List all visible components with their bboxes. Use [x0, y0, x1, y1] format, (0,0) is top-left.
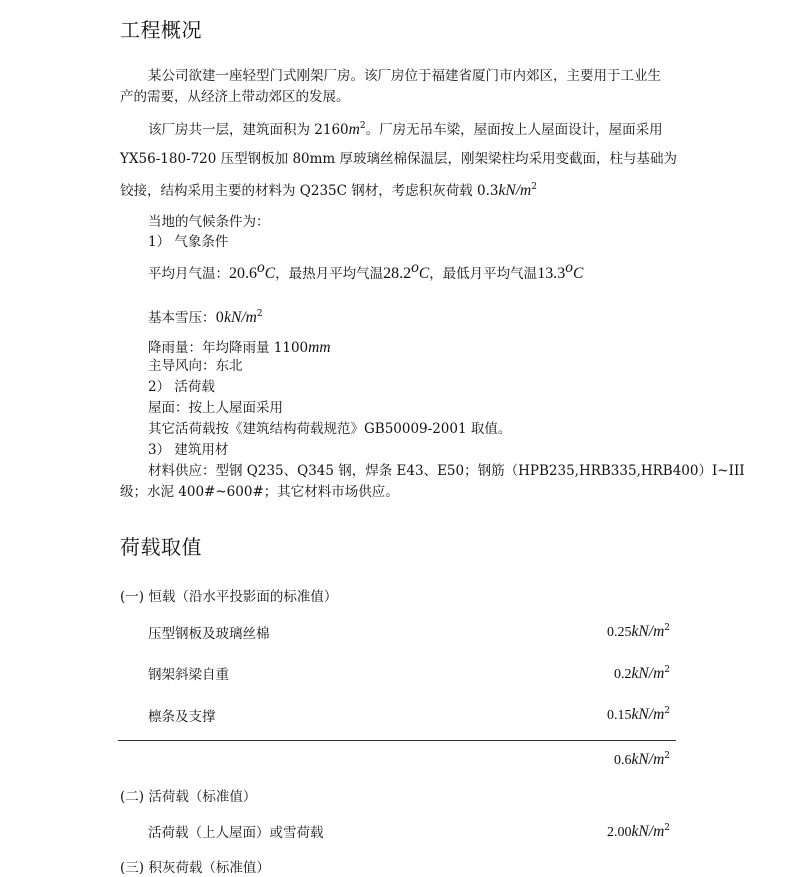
sum-divider	[118, 740, 676, 741]
temp-avg-value: 20.6	[229, 265, 257, 282]
unit-exp: 2	[664, 706, 670, 716]
unit-exp: 2	[664, 665, 670, 675]
unit-slash: /	[648, 706, 654, 723]
live-load-label: 活荷载（上人屋面）或雪荷载	[148, 825, 324, 841]
unit-kn: kN	[631, 706, 649, 723]
temperature-line	[148, 259, 584, 284]
unit-exp: 2	[664, 751, 670, 761]
area-unit-exp: 2	[359, 121, 366, 131]
celsius-unit: C	[572, 265, 584, 282]
unit-exp: 2	[531, 182, 537, 192]
section-title-overview: 工程概况	[120, 18, 202, 42]
live-load-title: (二) 活荷载（标准值）	[120, 789, 257, 805]
wind-direction: 主导风向：东北	[148, 358, 243, 374]
unit-m: m	[245, 309, 257, 326]
value-number: 2.00	[607, 825, 632, 840]
unit-kn: kN	[631, 751, 649, 768]
rain-label: 降雨量：年均降雨量 1100	[148, 340, 309, 356]
unit-kn: kN	[631, 623, 649, 640]
unit-exp: 2	[664, 823, 670, 833]
unit-slash: /	[648, 665, 654, 682]
total-number: 0.6	[614, 753, 632, 768]
unit-m: m	[653, 623, 665, 640]
para2-line3-pre: 铰接，结构采用主要的材料为 Q235C 钢材，考虑积灰荷载 0.3	[120, 183, 499, 199]
celsius-unit: C	[418, 265, 430, 282]
dead-item-label: 压型钢板及玻璃丝棉	[148, 626, 270, 642]
value-number: 0.15	[607, 708, 632, 723]
item1-title: 1） 气象条件	[148, 234, 229, 250]
dead-item-label: 钢架斜梁自重	[148, 667, 229, 683]
rainfall	[148, 338, 331, 357]
unit-slash: /	[648, 751, 654, 768]
item2-title: 2） 活荷载	[148, 379, 215, 395]
degree-sign: o	[411, 259, 419, 276]
unit-m: m	[653, 823, 665, 840]
live-load-value	[560, 822, 670, 842]
roof-live-load: 屋面：按上人屋面采用	[148, 400, 283, 416]
temp-label-low: ，最低月平均气温	[429, 266, 538, 282]
celsius-unit: C	[264, 265, 276, 282]
degree-sign: o	[565, 259, 573, 276]
unit-slash: /	[241, 309, 246, 326]
area-unit: m	[348, 121, 360, 138]
para1-line2: 产的需要，从经济上带动郊区的发展。	[120, 89, 350, 105]
dust-load-title: (三) 积灰荷载（标准值）	[120, 860, 270, 876]
dead-item-label: 檩条及支撑	[148, 709, 216, 725]
material-line2: 级；水泥 400#~600#；其它材料市场供应。	[120, 484, 399, 500]
item3-title: 3） 建筑用材	[148, 442, 229, 458]
temp-low-value: 13.3	[537, 265, 566, 282]
temp-label-avg: 平均月气温：	[148, 266, 229, 282]
unit-m: m	[653, 665, 665, 682]
value-number: 0.25	[607, 625, 632, 640]
dead-item-value	[560, 622, 670, 642]
para1-line1: 某公司欲建一座轻型门式刚架厂房。该厂房位于福建省厦门市内郊区，主要用于工业生	[148, 68, 661, 84]
rain-unit: mm	[308, 339, 331, 356]
unit-kn: kN	[631, 823, 649, 840]
dead-item-value	[560, 664, 670, 684]
para2-line1-post: 。厂房无吊车梁，屋面按上人屋面设计，屋面采用	[365, 122, 663, 138]
unit-slash: /	[648, 623, 654, 640]
para2-line1-pre: 该厂房共一层，建筑面积为 2160	[148, 122, 349, 138]
para2-line3	[120, 181, 537, 200]
unit-kn: kN	[224, 309, 242, 326]
para2-line1	[148, 120, 663, 139]
para2-line2: YX56-180-720 压型钢板加 80mm 厚玻璃丝棉保温层，刚架梁柱均采用变截面，柱与基础为	[120, 151, 678, 167]
dead-item-value	[560, 705, 670, 725]
section-title-loads: 荷载取值	[120, 535, 202, 559]
unit-kn: kN	[498, 182, 516, 199]
material-line1: 材料供应：型钢 Q235、Q345 钢，焊条 E43、E50；钢筋（HPB235,HRB335,HRB400）I~III	[148, 463, 745, 479]
unit-m: m	[653, 706, 665, 723]
unit-slash: /	[648, 823, 654, 840]
dead-load-total	[560, 750, 670, 770]
unit-slash: /	[515, 182, 521, 199]
unit-m: m	[520, 182, 532, 199]
temp-hot-value: 28.2	[383, 265, 412, 282]
snow-pressure	[148, 308, 263, 327]
temp-label-hot: ，最热月平均气温	[275, 266, 384, 282]
unit-exp: 2	[664, 623, 670, 633]
climate-intro: 当地的气候条件为：	[148, 214, 270, 230]
snow-label: 基本雪压：0	[148, 310, 225, 326]
dead-load-title: (一) 恒载（沿水平投影面的标准值）	[120, 589, 338, 605]
value-number: 0.2	[614, 667, 632, 682]
unit-exp: 2	[256, 309, 263, 319]
degree-sign: o	[257, 259, 265, 276]
other-live-load: 其它活荷载按《建筑结构荷载规范》GB50009-2001 取值。	[148, 421, 512, 437]
unit-kn: kN	[631, 665, 649, 682]
unit-m: m	[653, 751, 665, 768]
